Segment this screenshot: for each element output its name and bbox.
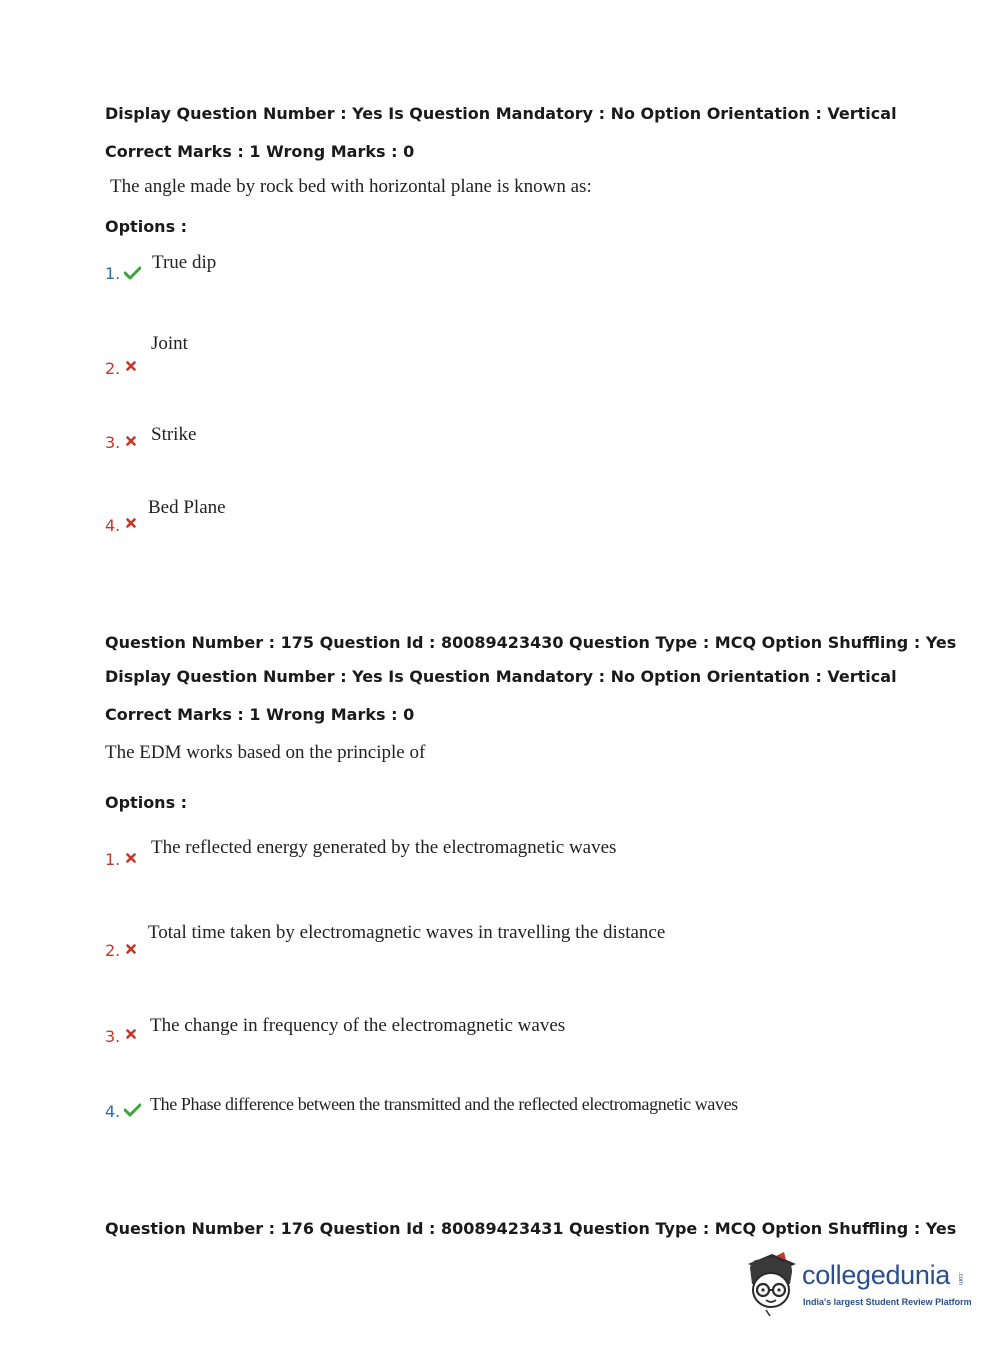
question-meta-display: Display Question Number : Yes Is Question Mandatory : No Option Orientation : Vertical <box>105 667 897 686</box>
option-number: 4. <box>105 516 121 535</box>
question-meta-display: Display Question Number : Yes Is Question Mandatory : No Option Orientation : Vertical <box>105 104 897 123</box>
option-text: The Phase difference between the transmitted and the reflected electromagnetic waves <box>150 1094 738 1114</box>
option-number: 3. <box>105 433 121 452</box>
question-text: The EDM works based on the principle of <box>105 742 426 763</box>
option-number: 3. <box>105 1027 121 1046</box>
cross-icon <box>126 436 136 446</box>
logo-tagline: India's largest Student Review Platform <box>803 1297 972 1307</box>
option-text: The reflected energy generated by the electromagnetic waves <box>151 837 617 858</box>
check-icon <box>124 266 141 280</box>
cross-icon <box>126 518 136 528</box>
question-meta-header: Question Number : 175 Question Id : 80089423430 Question Type : MCQ Option Shuffling : Yes <box>105 633 957 652</box>
option-text: Joint <box>151 333 188 354</box>
option-text: True dip <box>152 252 217 273</box>
question-meta-header: Question Number : 176 Question Id : 80089423431 Question Type : MCQ Option Shuffling : Yes <box>105 1219 957 1238</box>
check-icon <box>124 1103 141 1117</box>
question-meta-marks: Correct Marks : 1 Wrong Marks : 0 <box>105 705 415 724</box>
cross-icon <box>126 944 136 954</box>
option-text: The change in frequency of the electromagnetic waves <box>150 1015 566 1036</box>
logo-wordmark: collegedunia <box>802 1260 951 1290</box>
logo-suffix: .com <box>957 1272 963 1286</box>
cross-icon <box>126 1029 136 1039</box>
cross-icon <box>126 853 136 863</box>
option-text: Total time taken by electromagnetic waves in travelling the distance <box>148 922 666 943</box>
option-text: Strike <box>151 424 197 445</box>
question-text: The angle made by rock bed with horizontal plane is known as: <box>110 176 592 197</box>
collegedunia-logo <box>742 1250 972 1318</box>
mascot-icon <box>742 1250 800 1318</box>
cross-icon <box>126 361 136 371</box>
options-label: Options : <box>105 217 188 236</box>
option-text: Bed Plane <box>148 497 226 518</box>
option-number: 1. <box>105 264 121 283</box>
option-number: 4. <box>105 1102 121 1121</box>
option-number: 1. <box>105 850 121 869</box>
option-number: 2. <box>105 941 121 960</box>
question-meta-marks: Correct Marks : 1 Wrong Marks : 0 <box>105 142 415 161</box>
option-number: 2. <box>105 359 121 378</box>
options-label: Options : <box>105 793 188 812</box>
